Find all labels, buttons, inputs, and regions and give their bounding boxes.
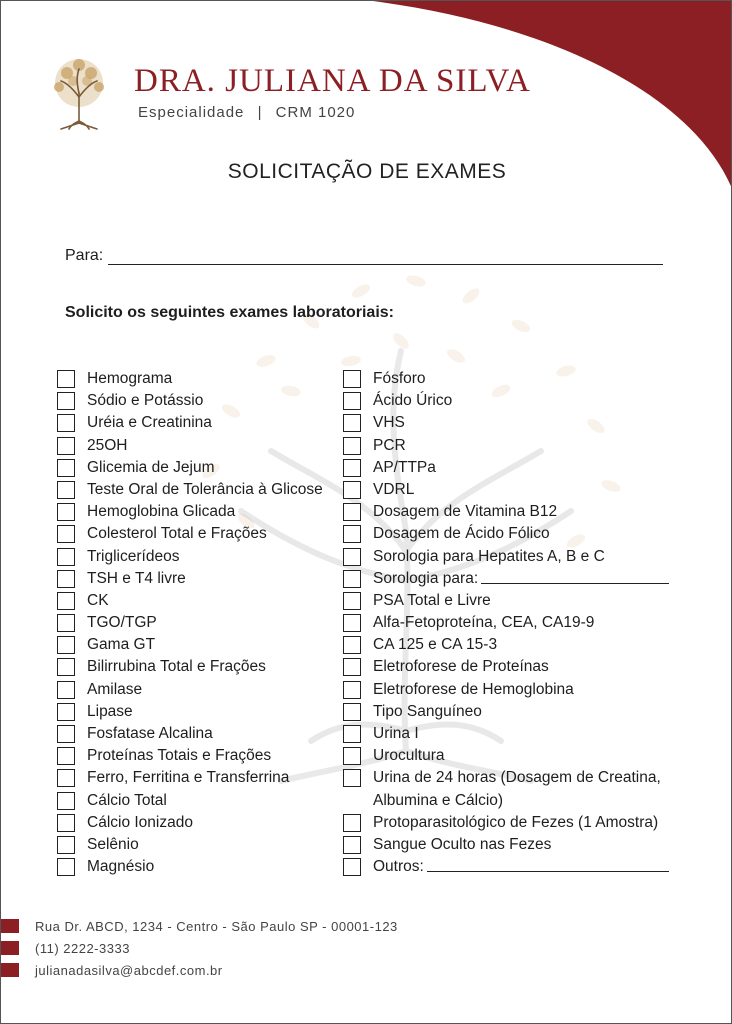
exam-checkbox[interactable] xyxy=(57,769,75,787)
write-in-line[interactable] xyxy=(481,569,669,584)
footer-email-row xyxy=(1,959,398,981)
exam-label: Lipase xyxy=(87,702,133,720)
exam-item xyxy=(343,835,683,857)
footer-phone-row xyxy=(1,937,398,959)
exam-item xyxy=(343,857,683,879)
exam-item xyxy=(343,391,683,413)
exam-checkbox[interactable] xyxy=(343,658,361,676)
exam-item xyxy=(343,436,683,458)
exam-item xyxy=(57,613,323,635)
exam-label: Cálcio Total xyxy=(87,791,167,809)
exam-checkbox[interactable] xyxy=(57,503,75,521)
exam-item xyxy=(343,369,683,391)
write-in-line[interactable] xyxy=(427,857,669,872)
exam-checkbox[interactable] xyxy=(343,370,361,388)
exam-checkbox[interactable] xyxy=(343,414,361,432)
exam-label: Fósforo xyxy=(373,370,426,387)
exam-label: TGO/TGP xyxy=(87,614,157,632)
exam-label: Colesterol Total e Frações xyxy=(87,525,267,543)
exam-item xyxy=(57,724,323,746)
exam-label: Teste Oral de Tolerância à Glicose xyxy=(87,480,323,498)
exam-checkbox[interactable] xyxy=(343,769,361,787)
exam-checkbox[interactable] xyxy=(343,636,361,654)
exam-checkbox[interactable] xyxy=(57,658,75,676)
exam-checkbox[interactable] xyxy=(57,548,75,566)
exam-checkbox[interactable] xyxy=(57,370,75,388)
exam-label: Tipo Sanguíneo xyxy=(373,702,482,720)
exam-label: PSA Total e Livre xyxy=(373,591,491,609)
exam-item xyxy=(343,413,683,435)
exam-checkbox[interactable] xyxy=(57,570,75,588)
para-field-line[interactable] xyxy=(108,264,663,265)
exam-checkbox[interactable] xyxy=(343,503,361,521)
exam-checkbox[interactable] xyxy=(343,525,361,543)
exam-item xyxy=(343,502,683,524)
footer-marker-icon xyxy=(1,941,19,955)
exam-checkbox[interactable] xyxy=(343,703,361,721)
exam-label: Hemograma xyxy=(87,370,173,387)
exam-item xyxy=(57,436,323,458)
exam-item xyxy=(343,458,683,480)
exam-label: Selênio xyxy=(87,835,139,853)
exam-label: Sorologia para Hepatites A, B e C xyxy=(373,547,605,565)
exam-checkbox[interactable] xyxy=(343,836,361,854)
exam-item xyxy=(343,724,683,746)
form-title: SOLICITAÇÃO DE EXAMES xyxy=(227,160,507,183)
exam-checkbox[interactable] xyxy=(57,836,75,854)
exam-label: Urocultura xyxy=(373,747,445,765)
exam-checkbox[interactable] xyxy=(343,570,361,588)
exam-item xyxy=(57,791,323,813)
exam-checkbox[interactable] xyxy=(57,681,75,699)
exam-item xyxy=(57,391,323,413)
para-label: Para: xyxy=(65,247,104,264)
exam-item xyxy=(343,635,683,657)
footer-address: Rua Dr. ABCD, 1234 - Centro - São Paulo SP - 00001-123 xyxy=(35,918,398,934)
exam-request-lead: Solicito os seguintes exames laboratoriais: xyxy=(65,304,394,321)
exam-item xyxy=(57,480,323,502)
exam-item xyxy=(57,502,323,524)
footer-phone: (11) 2222-3333 xyxy=(35,940,130,956)
exam-label: Uréia e Creatinina xyxy=(87,414,212,432)
exam-label: Eletroforese de Proteínas xyxy=(373,658,549,676)
exam-item xyxy=(343,746,683,768)
exam-checkbox[interactable] xyxy=(57,392,75,410)
exam-label: Cálcio Ionizado xyxy=(87,813,193,831)
exam-label: AP/TTPa xyxy=(373,458,436,476)
exam-label: Protoparasitológico de Fezes (1 Amostra) xyxy=(373,813,659,831)
exam-list-right xyxy=(343,369,683,879)
exam-checkbox[interactable] xyxy=(343,437,361,455)
exam-label: CK xyxy=(87,591,109,609)
exam-checkbox[interactable] xyxy=(57,592,75,610)
exam-item xyxy=(57,702,323,724)
exam-label: Ácido Úrico xyxy=(373,392,453,410)
exam-checkbox[interactable] xyxy=(57,747,75,765)
exam-checkbox[interactable] xyxy=(57,792,75,810)
exam-label: Hemoglobina Glicada xyxy=(87,503,236,521)
exam-label: Ferro, Ferritina e Transferrina xyxy=(87,769,290,787)
exam-checkbox[interactable] xyxy=(343,459,361,477)
exam-checkbox[interactable] xyxy=(57,814,75,832)
exam-item xyxy=(343,547,683,569)
exam-checkbox[interactable] xyxy=(57,525,75,543)
exam-item xyxy=(343,702,683,724)
exam-label: Gama GT xyxy=(87,636,156,654)
tree-of-life-logo xyxy=(43,53,115,133)
exam-item xyxy=(57,547,323,569)
doctor-name: DRA. JULIANA DA SILVA xyxy=(134,63,531,99)
doctor-credentials xyxy=(138,104,355,121)
exam-item xyxy=(343,657,683,679)
exam-item xyxy=(57,369,323,391)
exam-checkbox[interactable] xyxy=(343,548,361,566)
exam-label: Amilase xyxy=(87,680,143,698)
exam-label: VHS xyxy=(373,414,405,432)
exam-item xyxy=(343,524,683,546)
exam-checkbox[interactable] xyxy=(343,814,361,832)
exam-item xyxy=(57,458,323,480)
exam-label: Urina de 24 horas (Dosagem de Creatina, Albumina e Cálcio) xyxy=(373,769,661,809)
exam-item xyxy=(343,613,683,635)
exam-checkbox[interactable] xyxy=(343,858,361,876)
exam-label: Triglicerídeos xyxy=(87,547,180,565)
exam-checkbox[interactable] xyxy=(57,481,75,499)
exam-label: Bilirrubina Total e Frações xyxy=(87,658,266,676)
exam-checkbox[interactable] xyxy=(57,459,75,477)
exam-checkbox[interactable] xyxy=(343,614,361,632)
exam-checkbox[interactable] xyxy=(343,392,361,410)
footer-address-row xyxy=(1,915,398,937)
specialty-text: Especialidade xyxy=(138,104,245,121)
exam-label: Eletroforese de Hemoglobina xyxy=(373,680,574,698)
crm-text: CRM 1020 xyxy=(275,104,356,121)
exam-label: Dosagem de Vitamina B12 xyxy=(373,503,558,521)
exam-label: PCR xyxy=(373,436,406,454)
exam-item xyxy=(57,680,323,702)
exam-item xyxy=(57,768,323,790)
exam-checkbox[interactable] xyxy=(57,858,75,876)
credential-separator: | xyxy=(257,104,263,121)
exam-item xyxy=(57,591,323,613)
exam-label: Proteínas Totais e Frações xyxy=(87,747,272,765)
exam-checkbox[interactable] xyxy=(57,725,75,743)
exam-item xyxy=(343,768,683,812)
exam-checkbox[interactable] xyxy=(343,592,361,610)
exam-label: Sódio e Potássio xyxy=(87,392,204,410)
exam-item xyxy=(57,813,323,835)
exam-item xyxy=(343,591,683,613)
exam-item xyxy=(57,413,323,435)
exam-item xyxy=(343,480,683,502)
exam-checkbox[interactable] xyxy=(57,437,75,455)
exam-label: Sorologia para: xyxy=(373,569,479,587)
exam-checkbox[interactable] xyxy=(343,725,361,743)
exam-label: CA 125 e CA 15-3 xyxy=(373,636,498,654)
exam-label: VDRL xyxy=(373,480,415,498)
exam-item xyxy=(57,657,323,679)
footer-email[interactable]: julianadasilva@abcdef.com.br xyxy=(35,962,223,978)
exam-checkbox[interactable] xyxy=(57,614,75,632)
exam-checkbox[interactable] xyxy=(343,481,361,499)
exam-label: Urina I xyxy=(373,725,419,742)
exam-list-left xyxy=(57,369,323,879)
exam-item xyxy=(57,524,323,546)
exam-item xyxy=(57,635,323,657)
exam-checkbox[interactable] xyxy=(57,636,75,654)
exam-label: Sangue Oculto nas Fezes xyxy=(373,835,552,853)
contact-footer xyxy=(1,915,398,981)
exam-label: Alfa-Fetoproteína, CEA, CA19-9 xyxy=(373,614,595,632)
exam-label: Fosfatase Alcalina xyxy=(87,725,213,742)
exam-item xyxy=(343,813,683,835)
exam-item xyxy=(57,857,323,879)
exam-item xyxy=(57,835,323,857)
exam-checkbox[interactable] xyxy=(57,703,75,721)
exam-checkbox[interactable] xyxy=(343,747,361,765)
exam-label: Outros: xyxy=(373,858,424,876)
exam-label: Magnésio xyxy=(87,858,155,876)
exam-checkbox[interactable] xyxy=(57,414,75,432)
exam-label: TSH e T4 livre xyxy=(87,569,186,587)
footer-marker-icon xyxy=(1,963,19,977)
exam-checkbox[interactable] xyxy=(343,681,361,699)
exam-label: Dosagem de Ácido Fólico xyxy=(373,525,550,543)
footer-marker-icon xyxy=(1,919,19,933)
exam-item xyxy=(57,746,323,768)
exam-label: Glicemia de Jejum xyxy=(87,458,215,476)
exam-item xyxy=(343,680,683,702)
exam-item xyxy=(57,569,323,591)
exam-item xyxy=(343,569,683,591)
exam-label: 25OH xyxy=(87,436,128,454)
